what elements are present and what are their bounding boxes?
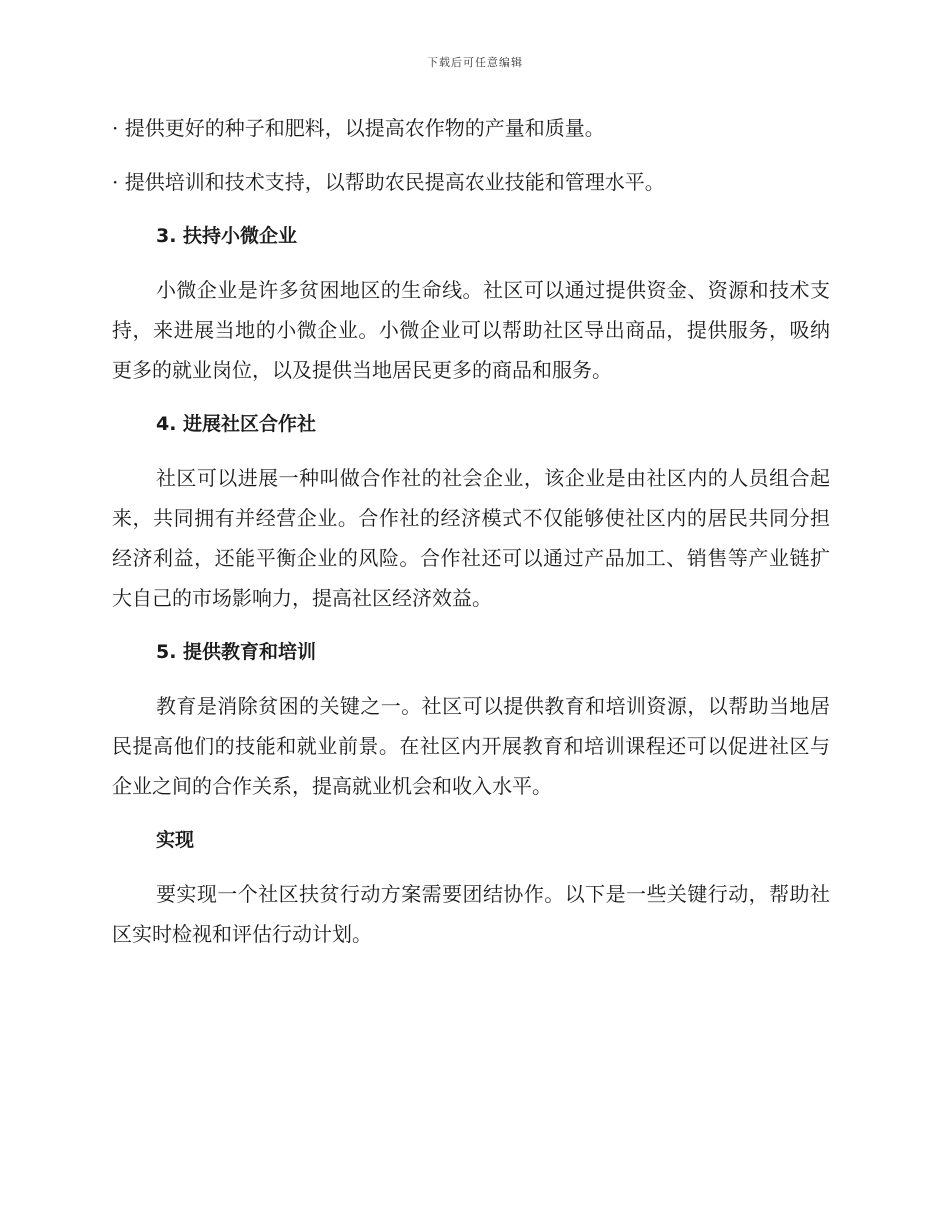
section-heading-5: 5. 提供教育和培训 <box>156 641 317 663</box>
section-heading-3: 3. 扶持小微企业 <box>156 225 298 247</box>
bullet-item-seeds: · 提供更好的种子和肥料，以提高农作物的产量和质量。 <box>112 116 605 140</box>
section-paragraph-5: 教育是消除贫困的关键之一。社区可以提供教育和培训资源，以帮助当地居民提高他们的技能和就业前景。在社区内开展教育和培训课程还可以促进社区与企业之间的合作关系，提高就业机会和收入水平。 <box>112 694 830 798</box>
document-body <box>112 108 830 968</box>
section-paragraph-4: 社区可以进展一种叫做合作社的社会企业，该企业是由社区内的人员组合起来，共同拥有并经营企业。合作社的经济模式不仅能够使社区内的居民共同分担经济利益，还能平衡企业的风险。合作社还可以通过产品加工、销售等产业链扩大自己的市场影响力，提高社区经济效益。 <box>112 466 830 610</box>
section-heading-implementation: 实现 <box>156 829 195 851</box>
page-header: 下载后可任意编辑 <box>427 56 523 69</box>
section-paragraph-implementation: 要实现一个社区扶贫行动方案需要团结协作。以下是一些关键行动，帮助社区实时检视和评估行动计划。 <box>112 882 830 946</box>
section-paragraph-3: 小微企业是许多贫困地区的生命线。社区可以通过提供资金、资源和技术支持，来进展当地的小微企业。小微企业可以帮助社区导出商品，提供服务，吸纳更多的就业岗位，以及提供当地居民更多的商品和服务。 <box>112 278 830 382</box>
bullet-item-training: · 提供培训和技术支持，以帮助农民提高农业技能和管理水平。 <box>112 170 665 194</box>
section-heading-4: 4. 进展社区合作社 <box>156 413 317 435</box>
